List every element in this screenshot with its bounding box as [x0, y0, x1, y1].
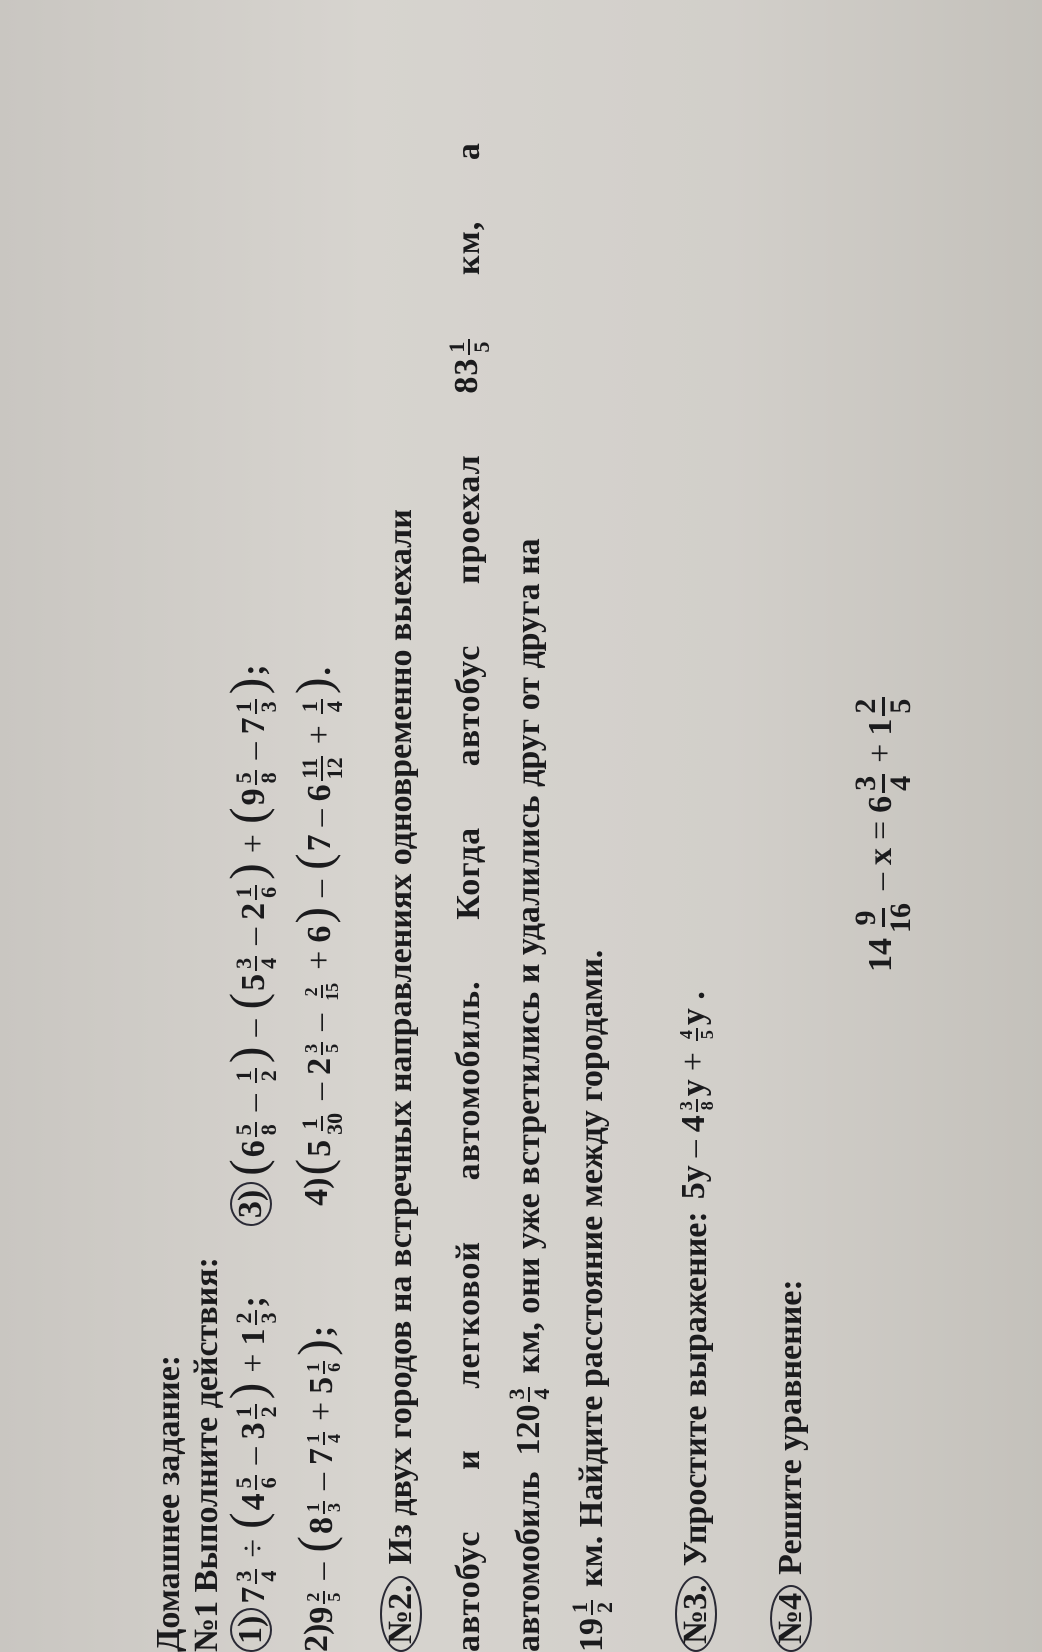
denominator: 3	[256, 1312, 282, 1324]
denominator: 8	[696, 1101, 717, 1111]
denominator: 12	[322, 757, 348, 780]
mixed-whole: 120	[510, 1404, 548, 1456]
fraction	[304, 1501, 344, 1514]
operator: –	[303, 1562, 341, 1580]
word: Когда	[450, 826, 488, 920]
denominator: 6	[256, 1477, 282, 1489]
denominator: 5	[696, 1030, 717, 1040]
operator: –	[861, 873, 899, 890]
numerator: 5	[231, 1477, 257, 1489]
fraction	[232, 1068, 280, 1083]
denominator: 6	[256, 886, 282, 898]
fraction	[298, 1111, 346, 1137]
numerator: 3	[675, 1101, 696, 1111]
parenthesis: )	[219, 1382, 275, 1400]
denominator: 3	[324, 1503, 345, 1513]
operator: –	[301, 809, 338, 827]
expression-3	[219, 664, 282, 1177]
denominator: 16	[883, 903, 917, 933]
fraction	[232, 885, 280, 900]
task1-row1	[219, 664, 282, 1652]
mixed-whole: 19	[573, 1618, 611, 1652]
task2-text-line3-rest: км, они уже встретились и удалились друг от друга на	[510, 538, 548, 1374]
numerator: 1	[567, 1602, 592, 1613]
task2-text-line4: км. Найдите расстояние между городами.	[573, 949, 611, 1587]
numerator: 1	[231, 1406, 257, 1418]
task2-text-line3-start: автомобиль	[510, 1471, 548, 1652]
fraction	[302, 1042, 342, 1055]
fraction	[304, 1361, 344, 1374]
number: 6	[861, 795, 899, 813]
denominator: 6	[324, 1362, 345, 1372]
operator: –	[235, 1019, 272, 1037]
word: проехал	[450, 454, 488, 585]
fraction	[298, 755, 346, 781]
denominator: 2	[256, 1406, 282, 1418]
denominator: 4	[256, 957, 282, 969]
numerator: 1	[303, 1362, 324, 1372]
parenthesis: (	[219, 807, 275, 825]
number: 14	[861, 938, 899, 972]
number: 7	[235, 717, 272, 735]
number: 9	[303, 1606, 341, 1624]
task1-row2	[285, 667, 348, 1652]
numerator: 5	[231, 772, 257, 784]
fraction	[232, 770, 280, 785]
denominator: 30	[322, 1112, 348, 1135]
task2-text-line1: Из двух городов на встречных направлениях одновременно выехали	[382, 509, 419, 1565]
task3-text: Упростите выражение:	[677, 1211, 714, 1567]
fraction	[304, 1432, 344, 1445]
word: легковой	[450, 1241, 488, 1389]
number: 5	[301, 1139, 338, 1157]
task2-number: №2.	[380, 1576, 422, 1652]
numerator: 11	[297, 757, 323, 779]
task4-equation-line	[850, 694, 916, 972]
task3-expression	[675, 991, 716, 1199]
expression-2	[287, 1325, 345, 1624]
item3-label: 3)	[230, 1182, 272, 1226]
numerator: 1	[444, 340, 469, 353]
numerator: 9	[850, 909, 885, 928]
task1-title: №1 Выполните действия:	[188, 1257, 225, 1652]
numerator: 3	[301, 1043, 322, 1053]
fraction	[232, 1569, 280, 1584]
word: км,	[450, 220, 488, 275]
mixed-number-83	[445, 336, 493, 394]
task2-line1	[380, 509, 422, 1652]
number: y	[675, 1079, 713, 1097]
number: 1	[861, 718, 899, 736]
denominator: 4	[256, 1570, 282, 1582]
item2-label: 2)	[298, 1623, 336, 1652]
number: 5	[303, 1376, 341, 1394]
page-title: Домашнее задание:	[150, 1354, 187, 1652]
parenthesis: )	[219, 1046, 275, 1064]
task3-line	[675, 991, 717, 1652]
number: 7	[301, 834, 338, 852]
number: y .	[675, 991, 713, 1026]
denominator: 2	[256, 1070, 282, 1082]
number: ;	[235, 1296, 272, 1308]
number: 1	[235, 1328, 272, 1346]
operator: –	[235, 1094, 272, 1112]
task2-line4	[568, 950, 616, 1652]
fraction	[232, 1404, 280, 1419]
denominator: 5	[322, 1043, 343, 1053]
parenthesis: (	[219, 992, 275, 1010]
number: ;	[235, 664, 272, 676]
number: 2	[235, 902, 272, 920]
parenthesis: (	[285, 1158, 341, 1176]
word: автобус	[450, 644, 488, 767]
expression-4	[285, 667, 348, 1178]
operator: +	[235, 834, 272, 854]
task3-number: №3.	[675, 1576, 717, 1652]
parenthesis: )	[287, 1339, 344, 1356]
denominator: 8	[256, 772, 282, 784]
number: 7	[235, 1586, 272, 1604]
operator: –	[235, 927, 272, 945]
parenthesis: )	[285, 677, 341, 695]
numerator: 1	[303, 1503, 324, 1513]
parenthesis: )	[219, 863, 275, 880]
numerator: 3	[504, 1388, 529, 1400]
fraction	[232, 1311, 280, 1326]
task4-line	[770, 1279, 812, 1652]
denominator: 2	[592, 1602, 618, 1613]
numerator: 1	[297, 701, 323, 713]
number: ;	[303, 1325, 341, 1338]
operator: –	[675, 1140, 713, 1158]
denominator: 4	[322, 701, 348, 713]
word: автомобиль.	[450, 980, 488, 1181]
number: 6	[235, 1140, 272, 1158]
operator: +	[301, 950, 338, 970]
numerator: 2	[231, 1312, 257, 1324]
task4-text: Решите уравнение:	[772, 1279, 809, 1575]
denominator: 5	[324, 1592, 345, 1602]
number: 9	[235, 788, 272, 806]
operator: –	[235, 742, 272, 760]
fraction	[677, 1028, 717, 1041]
numerator: 2	[850, 697, 885, 716]
operator: –	[235, 1447, 272, 1465]
number: 5	[235, 973, 272, 991]
denominator: 8	[256, 1124, 282, 1136]
task4-number: №4	[770, 1585, 812, 1652]
numerator: 5	[231, 1124, 257, 1136]
number: 4	[235, 1493, 272, 1511]
word: и	[450, 1449, 488, 1470]
number: 8	[303, 1517, 341, 1535]
denominator: 15	[322, 982, 343, 1001]
fraction	[302, 981, 342, 1003]
denominator: 4	[529, 1388, 555, 1400]
operator: –	[303, 1473, 341, 1491]
expression-1	[219, 1296, 282, 1604]
item1-label: 1)	[230, 1608, 272, 1652]
task4-equation	[850, 694, 916, 972]
denominator: 4	[883, 775, 917, 791]
numerator: 1	[231, 701, 257, 713]
denominator: 4	[324, 1434, 345, 1444]
fraction	[232, 699, 280, 714]
numerator: 3	[231, 957, 257, 969]
fraction	[850, 774, 916, 793]
parenthesis: )	[219, 677, 275, 695]
number: 6	[301, 925, 338, 943]
numerator: 1	[231, 886, 257, 898]
number: x	[861, 848, 899, 865]
number: 5y	[675, 1165, 713, 1200]
header-line	[150, 1355, 188, 1652]
denominator: 3	[256, 701, 282, 713]
number: 7	[303, 1448, 341, 1466]
number: 4	[675, 1115, 713, 1133]
fraction	[850, 901, 916, 935]
denominator: 5	[469, 340, 495, 353]
word: автобус	[450, 1530, 488, 1652]
operator: +	[675, 1052, 713, 1072]
parenthesis: (	[285, 853, 341, 871]
mixed-whole: 83	[447, 357, 485, 394]
operator: –	[301, 1082, 338, 1100]
task1-title-line	[188, 1257, 226, 1652]
operator: ÷	[235, 1539, 272, 1558]
numerator: 1	[231, 1070, 257, 1082]
task2-line3	[505, 538, 553, 1652]
operator: –	[301, 880, 338, 898]
numerator: 3	[231, 1570, 257, 1582]
item4-label: 4)	[298, 1177, 336, 1206]
word: а	[450, 142, 488, 161]
operator: +	[301, 725, 338, 745]
fraction	[850, 697, 916, 716]
operator: –	[301, 1013, 338, 1031]
parenthesis: (	[219, 1159, 275, 1176]
denominator: 5	[883, 698, 917, 714]
numerator: 1	[297, 1118, 323, 1130]
operator: +	[235, 1353, 272, 1373]
numerator: 3	[850, 774, 885, 793]
number: .	[301, 667, 338, 676]
numerator: 2	[301, 987, 322, 997]
numerator: 1	[303, 1434, 324, 1444]
parenthesis: (	[287, 1536, 344, 1553]
fraction	[232, 1475, 280, 1490]
fraction	[232, 956, 280, 971]
operator: +	[303, 1401, 341, 1422]
task2-line2	[445, 142, 493, 1652]
number: 6	[301, 784, 338, 802]
number: 2	[301, 1057, 338, 1075]
operator: +	[861, 743, 899, 763]
fraction	[304, 1591, 344, 1604]
operator: =	[861, 820, 899, 840]
fraction	[232, 1122, 280, 1137]
parenthesis: )	[285, 907, 341, 924]
parenthesis: (	[219, 1512, 275, 1529]
number: 3	[235, 1422, 272, 1440]
numerator: 2	[303, 1592, 324, 1602]
fraction	[298, 699, 346, 714]
fraction	[677, 1099, 717, 1112]
numerator: 4	[675, 1030, 696, 1040]
